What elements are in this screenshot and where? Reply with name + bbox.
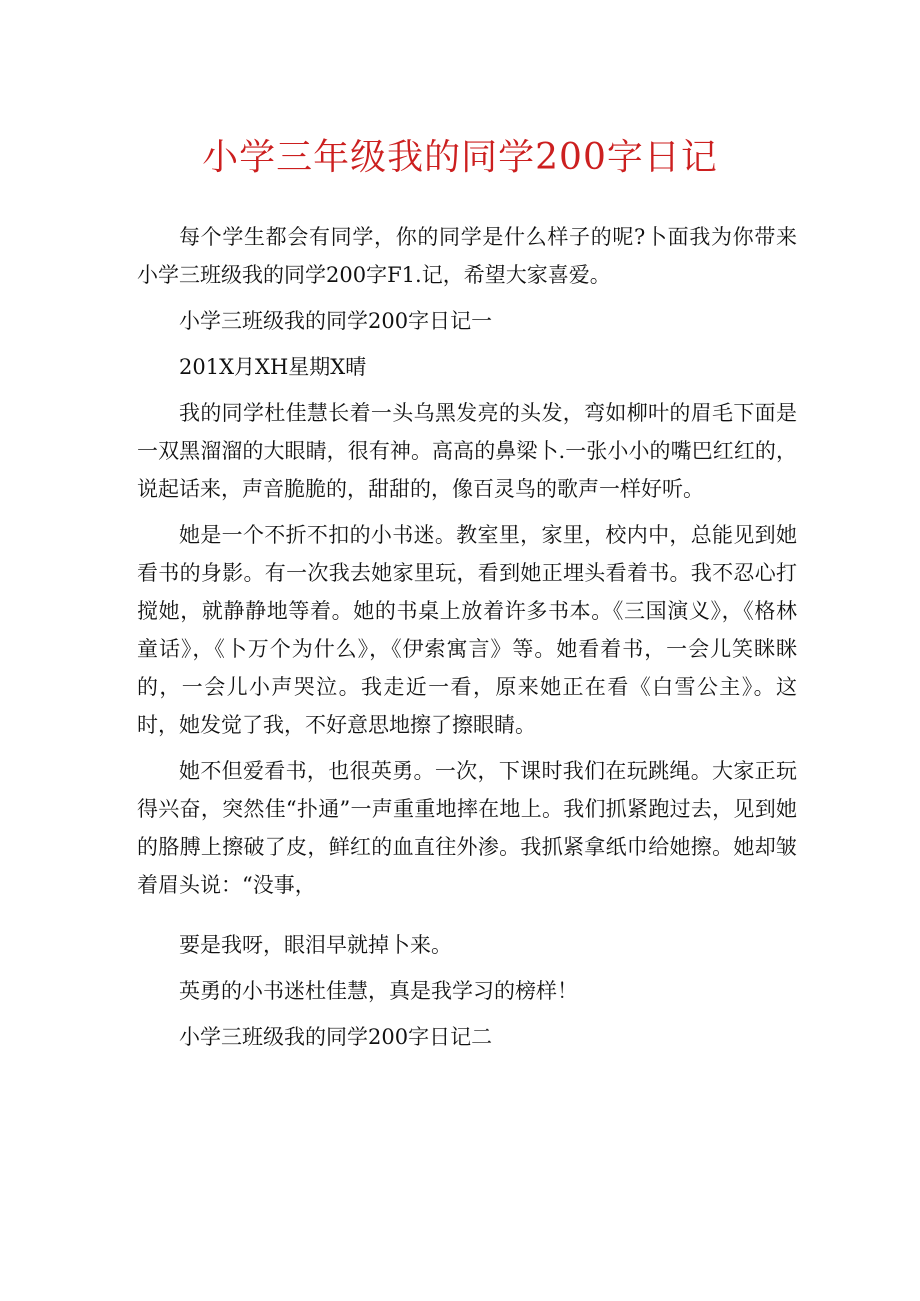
document-body	[137, 218, 797, 1056]
body-paragraph-bookworm: 她是一个不折不扣的小书迷。教室里，家里，校内中，总能见到她看书的身影。有一次我去她家里玩，看到她正埋头看着书。我不忍心打搅她，就静静地等着。她的书桌上放着许多书本。《三国演义》，《格林童话》，《卜万个为什么》，《伊索寓言》等。她看着书，一会儿笑眯眯的，一会儿小声哭泣。我走近一看，原来她正在看《白雪公主》。这时，她发觉了我，不好意思地擦了擦眼睛。	[137, 523, 797, 737]
closing-paragraph: 英勇的小书迷杜佳慧，真是我学习的榜样！	[179, 979, 578, 1003]
section-heading-2: 小学三班级我的同学200字日记二	[179, 1025, 493, 1049]
section-heading-1: 小学三班级我的同学200字日记一	[179, 309, 493, 333]
body-paragraph-appearance: 我的同学杜佳慧长着一头乌黑发亮的头发，弯如柳叶的眉毛下面是一双黑溜溜的大眼睛，很有神。高高的鼻梁卜.一张小小的嘴巴红红的，说起话来，声音脆脆的，甜甜的，像百灵鸟的歌声一样好听。	[137, 401, 797, 501]
body-paragraph-tears: 要是我呀，眼泪早就掉卜来。	[179, 933, 452, 957]
body-paragraph-brave: 她不但爱看书，也很英勇。一次，下课时我们在玩跳绳。大家正玩得兴奋，突然佳“扑通”一声重重地摔在地上。我们抓紧跑过去，见到她的胳膊上擦破了皮，鲜红的血直往外渗。我抓紧拿纸巾给她擦。她却皱着眉头说：“没事，	[137, 759, 797, 897]
document-title: 小学三年级我的同学200字日记	[202, 137, 718, 178]
intro-paragraph: 每个学生都会有同学，你的同学是什么样子的呢?卜面我为你带来小学三班级我的同学200字F1.记，希望大家喜爱。	[137, 225, 797, 287]
diary-date: 201X月XH星期X晴	[179, 355, 367, 379]
